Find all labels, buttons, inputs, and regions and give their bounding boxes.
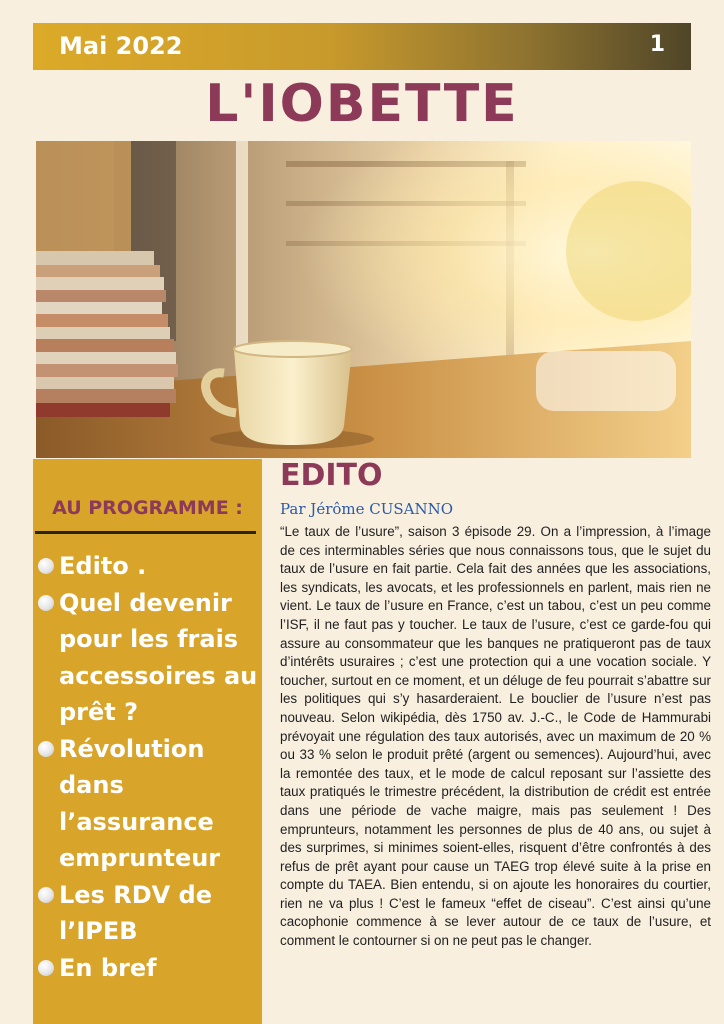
edito-title: EDITO bbox=[280, 458, 383, 493]
bullet-icon bbox=[38, 960, 54, 976]
program-item-frais-accessoires[interactable] bbox=[33, 585, 262, 731]
program-divider bbox=[35, 531, 256, 534]
program-item-en-bref[interactable] bbox=[33, 950, 262, 987]
program-title: AU PROGRAMME : bbox=[52, 497, 243, 519]
edito-body: “Le taux de l’usure”, saison 3 épisode 29. On a l’impression, à l’image de ces interminables séries que nous connaissons tous, que le sujet du taux de l’usure en fait partie. Cela fait des années que les associations, les syndicats, les avocats, et les professionnels en parlent, mais rien ne vient. Le taux de l’usure en France, c’est un tabou, c’est un peu comme l’ISF, il ne faut pas y toucher. Le taux de l’usure, c’est ce garde-fou qui assure au consommateur que les banques ne pratiqueront pas de taux d’intérêts usuraires ; c’est une protection qui a une vocation sociale. Y toucher, surtout en ce moment, et un déluge de feu pourrait s’abattre sur les politiques qui s’y hasarderaient. Le bouclier de l’usure n’est pas nouveau. Selon wikipédia, dès 1750 av. J.-C., le Code de Hammurabi prévoyait une régulation des taux autorisés, avec un maximum de 20 % ou 33 % selon le produit prêté (argent ou semences). Aujourd’hui, avec la remontée des taux, et le mode de calcul reposant sur l’assiette des taux pratiqués le trimestre précédent, la distribution de crédit est entrée dans une période de vache maigre, mais pas seulement ! Des emprunteurs, notamment les personnes de plus de 40 ans, ou sujet à des surprimes, si minimes soient-elles, risquent d’être confrontés à des refus de prêt ayant pour cause un TAEG trop élevé suite à la prise en compte du TAEA. Bien entendu, si on ajoute les honoraires du courtier, rien ne va plus ! C’est le fameux “effet de ciseau”. C’est ainsi qu’une cacophonie commence à se lever autour de ce taux de l’usure, et comment le contourner si on ne peut pas le changer. bbox=[280, 524, 711, 949]
program-sidebar bbox=[33, 459, 262, 1024]
program-item-label: Edito . bbox=[59, 552, 147, 580]
program-item-label: En bref bbox=[59, 953, 157, 982]
newsletter-title: L'IOBETTE bbox=[205, 74, 519, 134]
program-item-assurance[interactable] bbox=[33, 731, 262, 877]
program-item-label: Révolution dans l’assurance emprunteur bbox=[59, 734, 221, 872]
page-number: 1 bbox=[649, 32, 665, 57]
bullet-icon bbox=[38, 558, 54, 574]
bullet-icon bbox=[38, 741, 54, 757]
issue-date: Mai 2022 bbox=[59, 32, 183, 60]
program-item-label: Quel devenir pour les frais accessoires au prêt ? bbox=[59, 588, 258, 726]
header-bar bbox=[33, 23, 691, 70]
program-list bbox=[33, 548, 262, 986]
coffee-cup-books-photo bbox=[36, 141, 691, 458]
program-item-rdv[interactable] bbox=[33, 877, 262, 950]
program-item-edito[interactable] bbox=[33, 548, 262, 585]
bullet-icon bbox=[38, 887, 54, 903]
hero-photo bbox=[36, 141, 691, 458]
book-stack bbox=[36, 251, 178, 417]
bullet-icon bbox=[38, 595, 54, 611]
program-item-label: Les RDV de l’IPEB bbox=[59, 880, 212, 945]
author-byline: Par Jérôme CUSANNO bbox=[280, 500, 454, 518]
